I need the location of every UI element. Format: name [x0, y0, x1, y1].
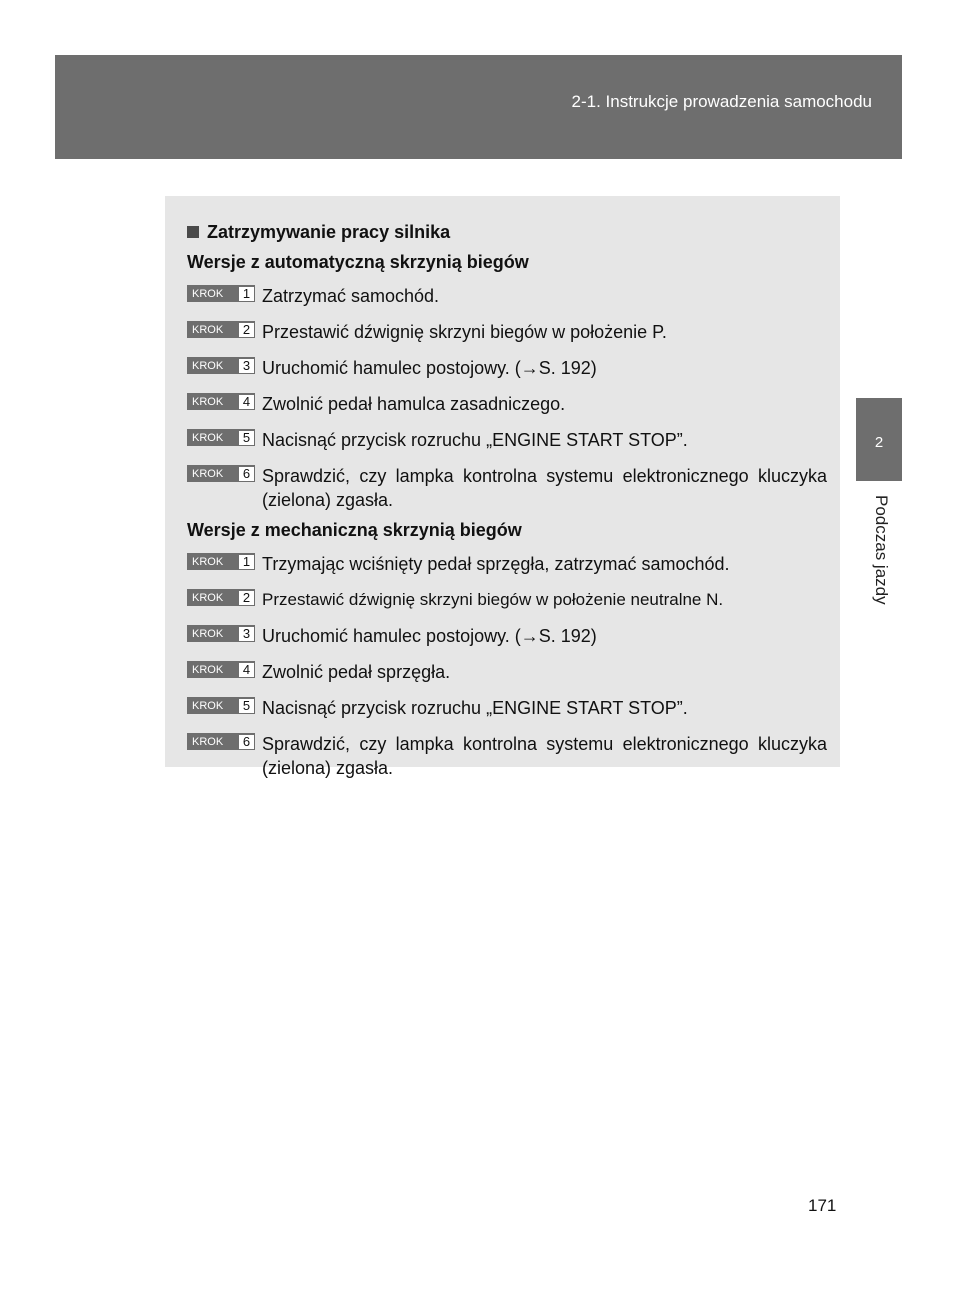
step-text: Sprawdzić, czy lampka kontrolna systemu elektronicznego kluczyka (zielona) zgasła. [262, 466, 827, 510]
badge-number: 3 [239, 627, 254, 641]
step-badge [187, 697, 255, 714]
step-text: Nacisnąć przycisk rozruchu „ENGINE START STOP”. [262, 698, 688, 718]
badge-word: KROK [192, 395, 224, 408]
badge-word: KROK [192, 699, 224, 712]
badge-word: KROK [192, 591, 224, 604]
badge-number: 5 [239, 699, 254, 713]
badge-number: 4 [239, 663, 254, 677]
header-band [55, 55, 902, 159]
group-heading-automatic: Wersje z automatyczną skrzynią biegów [187, 252, 529, 272]
badge-word: KROK [192, 555, 224, 568]
step-item [187, 428, 827, 452]
step-text: Nacisnąć przycisk rozruchu „ENGINE START STOP”. [262, 430, 688, 450]
page-number: 171 [808, 1196, 837, 1215]
step-badge [187, 285, 255, 302]
chapter-label-wrap [860, 495, 900, 625]
badge-word: KROK [192, 735, 224, 748]
step-item [187, 320, 827, 344]
step-item [187, 464, 827, 512]
step-item [187, 660, 827, 684]
section-title-text: Zatrzymywanie pracy silnika [207, 222, 451, 242]
step-text: Uruchomić hamulec postojowy. (→S. 192) [262, 626, 597, 646]
badge-number: 1 [239, 287, 254, 301]
badge-word: KROK [192, 287, 224, 300]
step-text: Zatrzymać samochód. [262, 286, 440, 306]
badge-word: KROK [192, 663, 224, 676]
badge-number: 4 [239, 395, 254, 409]
badge-word: KROK [192, 431, 224, 444]
badge-number: 6 [239, 735, 254, 749]
chapter-tab [856, 398, 902, 481]
step-item [187, 624, 827, 648]
step-text: Zwolnić pedał hamulca zasadniczego. [262, 394, 566, 414]
square-bullet-icon [187, 226, 199, 238]
step-badge [187, 625, 255, 642]
step-text: Przestawić dźwignię skrzyni biegów w położenie neutralne N. [262, 590, 724, 609]
step-text: Uruchomić hamulec postojowy. (→S. 192) [262, 358, 597, 378]
badge-word: KROK [192, 467, 224, 480]
step-text: Trzymając wciśnięty pedał sprzęgła, zatrzymać samochód. [262, 554, 730, 574]
step-item [187, 392, 827, 416]
badge-word: KROK [192, 323, 224, 336]
badge-word: KROK [192, 359, 224, 372]
section-title [187, 222, 450, 243]
step-badge [187, 553, 255, 570]
info-box [165, 196, 840, 778]
step-text: Przestawić dźwignię skrzyni biegów w położenie P. [262, 322, 667, 342]
chapter-number: 2 [874, 434, 884, 451]
step-item [187, 552, 827, 576]
step-item [187, 696, 827, 720]
step-badge [187, 429, 255, 446]
badge-number: 5 [239, 431, 254, 445]
step-item [187, 284, 827, 308]
step-badge [187, 465, 255, 482]
chapter-label: Podczas jazdy [872, 495, 891, 605]
header-title: 2-1. Instrukcje prowadzenia samochodu [571, 92, 872, 111]
badge-number: 3 [239, 359, 254, 373]
badge-number: 6 [239, 467, 254, 481]
badge-number: 2 [239, 591, 254, 605]
step-item [187, 588, 827, 612]
group-heading-manual: Wersje z mechaniczną skrzynią biegów [187, 520, 522, 540]
step-badge [187, 357, 255, 374]
badge-number: 1 [239, 555, 254, 569]
step-badge [187, 733, 255, 750]
step-text: Zwolnić pedał sprzęgła. [262, 662, 451, 682]
step-item [187, 732, 827, 780]
step-badge [187, 393, 255, 410]
step-badge [187, 321, 255, 338]
step-item [187, 356, 827, 380]
step-badge [187, 661, 255, 678]
step-text: Sprawdzić, czy lampka kontrolna systemu elektronicznego kluczyka (zielona) zgasła. [262, 734, 827, 778]
badge-number: 2 [239, 323, 254, 337]
badge-word: KROK [192, 627, 224, 640]
step-badge [187, 589, 255, 606]
